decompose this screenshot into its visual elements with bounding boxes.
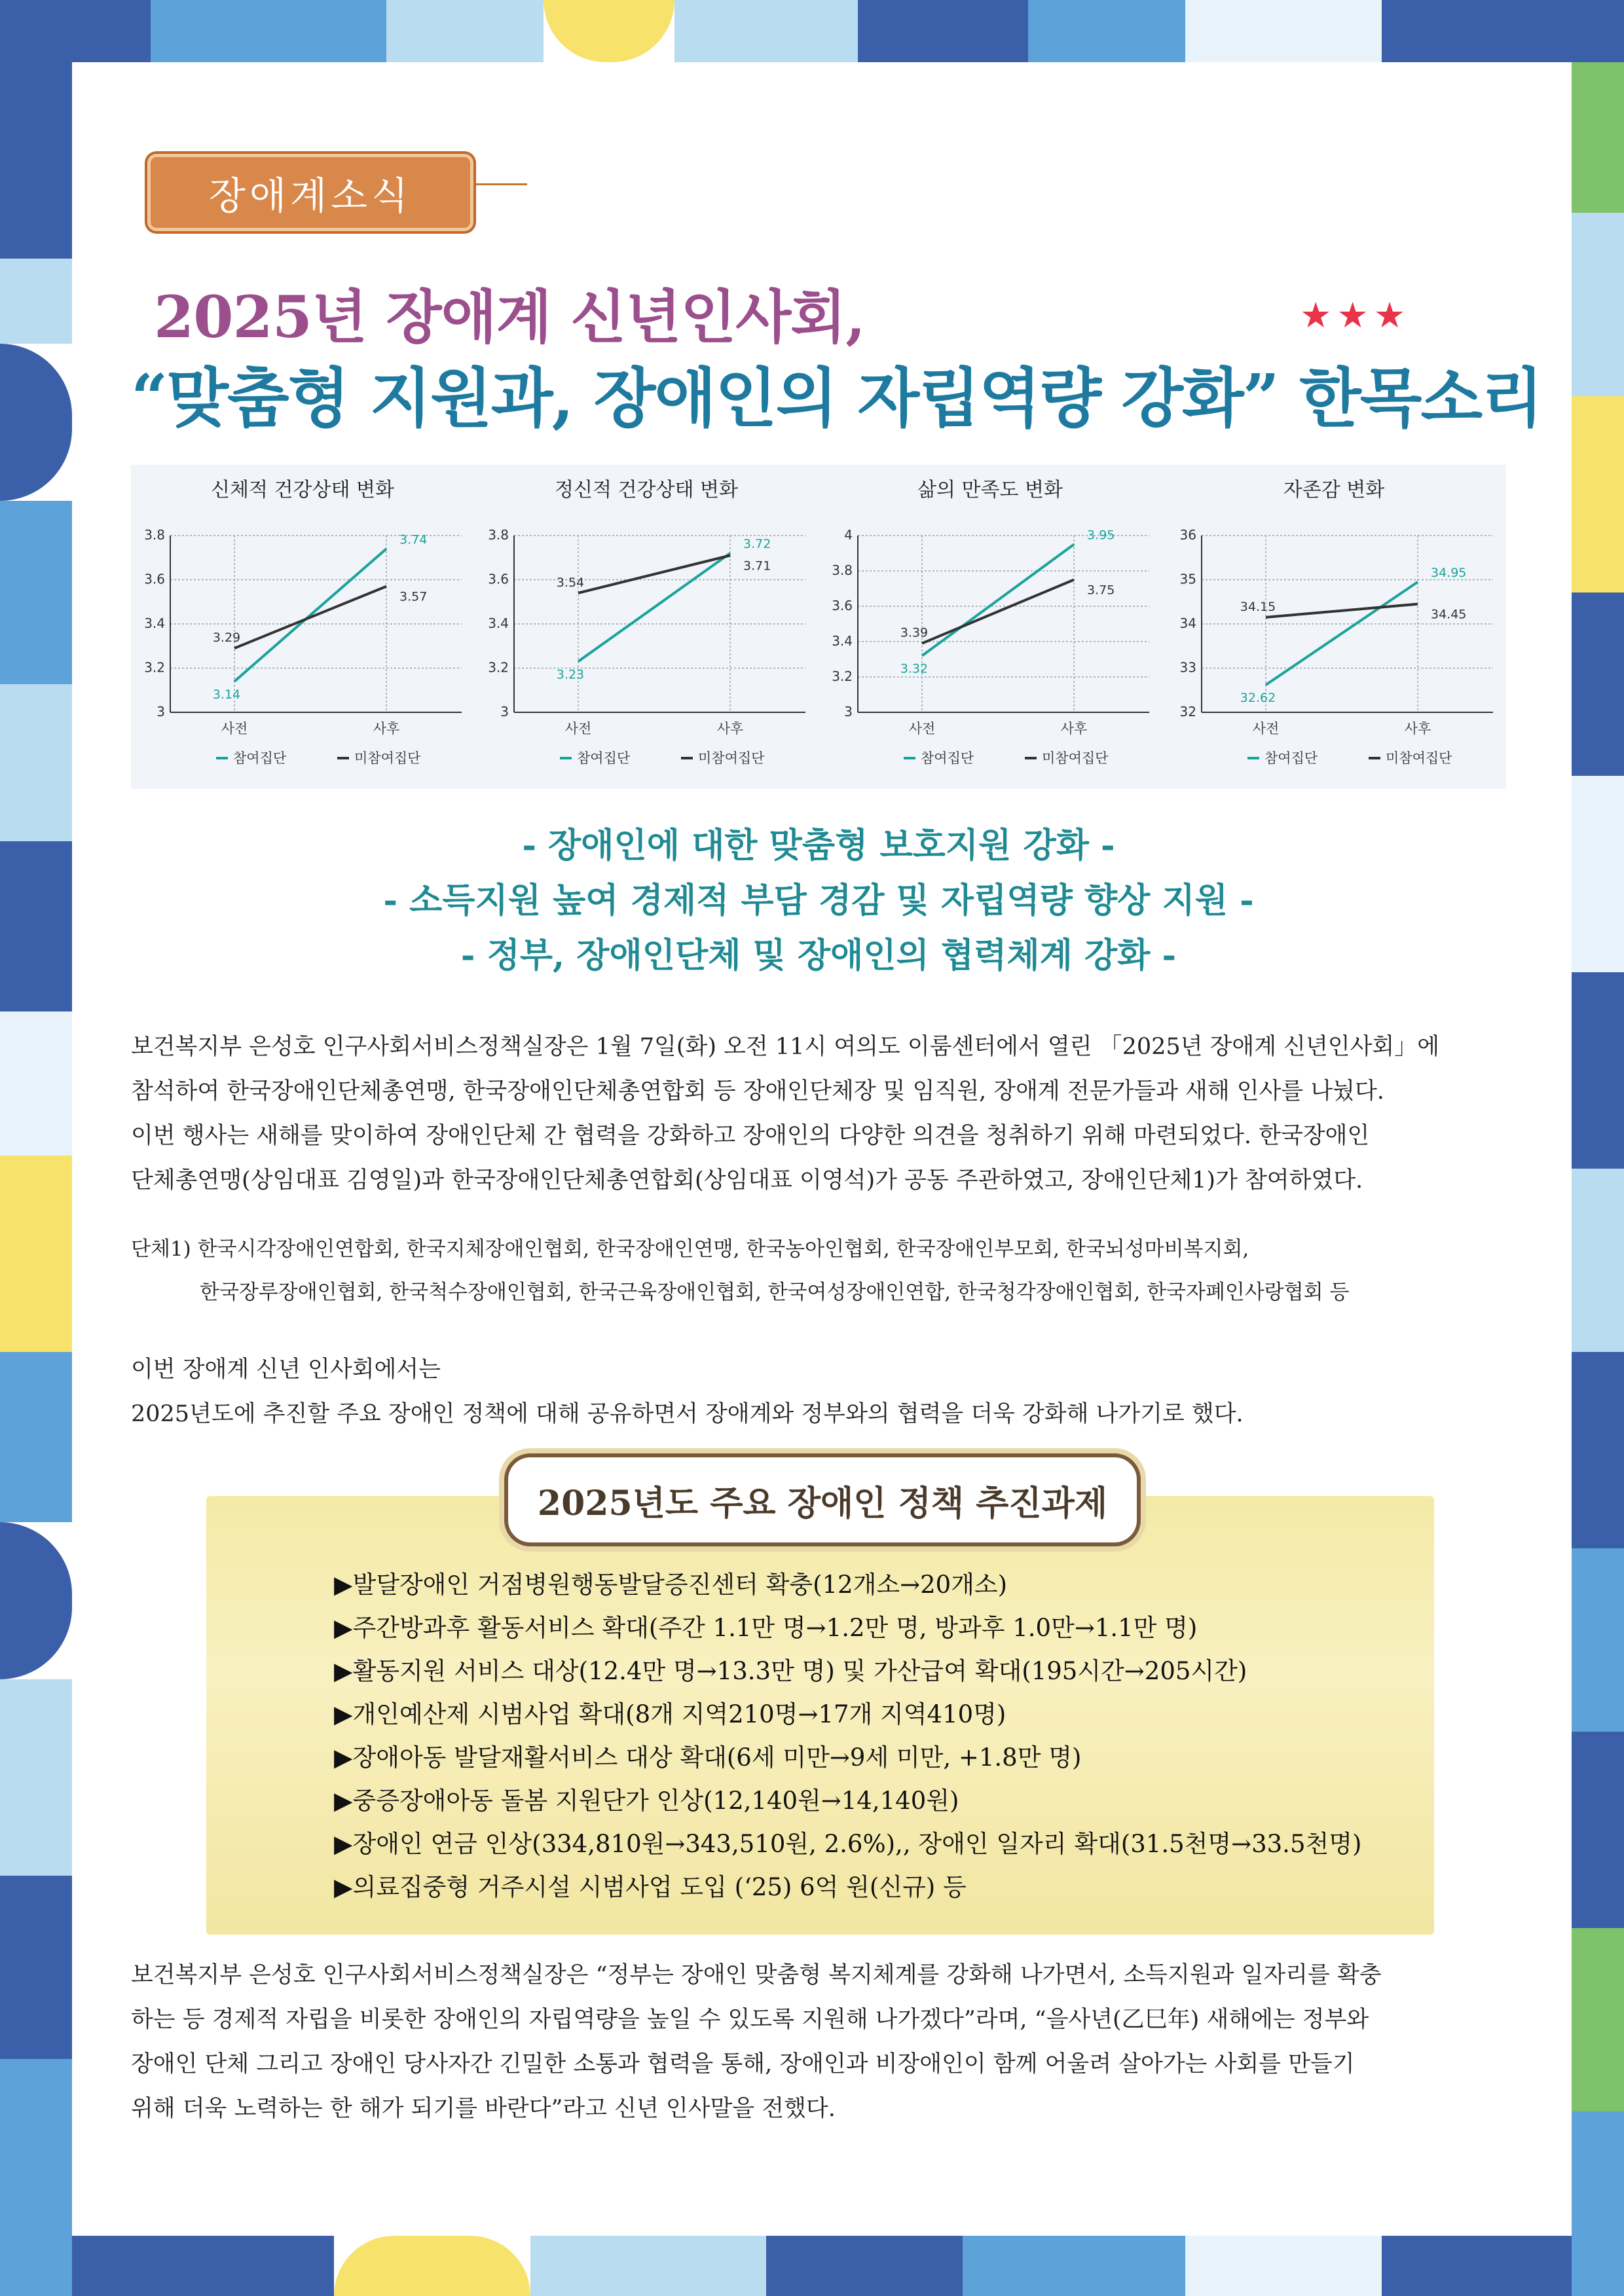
x-tick-label: 사전 — [1252, 721, 1280, 737]
y-tick-label: 3 — [157, 704, 165, 720]
x-tick-label: 사후 — [1404, 721, 1431, 737]
series-line — [234, 549, 386, 682]
mid-paragraph — [131, 1347, 1506, 1436]
y-tick-label: 3.6 — [488, 571, 509, 587]
series-line — [1266, 604, 1418, 617]
x-tick-label: 사후 — [373, 721, 400, 737]
subheading: - 소득지원 높여 경제적 부담 경감 및 자립역량 향상 지원 - — [383, 881, 1254, 920]
policy-item: ▶활동지원 서비스 대상(12.4만 명→13.3만 명) 및 가산급여 확대(195시간→205시간) — [334, 1657, 1247, 1685]
text-line: 2025년도에 추진할 주요 장애인 정책에 대해 공유하면서 장애계와 정부와의 협력을 더욱 강화해 나가기로 했다. — [131, 1401, 1244, 1427]
x-tick-label: 사후 — [1060, 721, 1088, 737]
data-label: 3.14 — [212, 687, 241, 702]
series-line — [1266, 582, 1418, 685]
series-line — [578, 553, 730, 661]
y-tick-label: 3.8 — [488, 527, 509, 543]
legend-label: 참여집단 — [921, 750, 974, 766]
y-tick-label: 3.8 — [144, 527, 165, 543]
y-tick-label: 3.4 — [144, 615, 165, 631]
title-line-2: “맞춤형 지원과, 장애인의 자립역량 강화” 한목소리 — [131, 361, 1542, 436]
stars-decoration: ★★★ — [1300, 295, 1411, 336]
footnote — [131, 1228, 1349, 1314]
y-tick-label: 3.6 — [832, 598, 853, 613]
chart-self-esteem — [1162, 465, 1506, 789]
y-tick-label: 3 — [500, 704, 509, 720]
intro-paragraph — [131, 1025, 1506, 1203]
policy-title: 2025년도 주요 장애인 정책 추진과제 — [504, 1453, 1141, 1546]
series-line — [922, 580, 1074, 644]
legend-label: 미참여집단 — [1386, 750, 1452, 766]
y-tick-label: 3.4 — [832, 633, 853, 649]
data-label: 34.95 — [1431, 565, 1467, 580]
data-label: 3.75 — [1087, 583, 1115, 598]
x-tick-label: 사전 — [564, 721, 592, 737]
chart-title: 정신적 건강상태 변화 — [555, 479, 738, 501]
y-tick-label: 34 — [1179, 615, 1196, 631]
series-line — [578, 555, 730, 592]
y-tick-label: 33 — [1179, 659, 1196, 676]
data-label: 3.72 — [743, 537, 771, 551]
y-tick-label: 3.8 — [832, 562, 853, 578]
data-label: 3.32 — [900, 661, 929, 676]
chart-life-satisfaction — [819, 465, 1162, 789]
text-line: 보건복지부 은성호 인구사회서비스정책실장은 “정부는 장애인 맞춤형 복지체계를 강화해 나가면서, 소득지원과 일자리를 확충 — [131, 1962, 1382, 1988]
chart-title: 자존감 변화 — [1283, 479, 1385, 501]
policy-item: ▶장애인 연금 인상(334,810원→343,510원, 2.6%),, 장애인 일자리 확대(31.5천명→33.5천명) — [334, 1830, 1362, 1858]
legend-label: 참여집단 — [577, 750, 631, 766]
y-tick-label: 3.2 — [488, 659, 509, 676]
chart-title: 신체적 건강상태 변화 — [211, 479, 394, 501]
series-line — [234, 587, 386, 649]
legend-label: 미참여집단 — [1042, 750, 1109, 766]
y-tick-label: 3.2 — [832, 668, 853, 684]
policy-item: ▶중증장애아동 돌봄 지원단가 인상(12,140원→14,140원) — [334, 1787, 959, 1815]
data-label: 32.62 — [1240, 691, 1276, 706]
subheading: - 장애인에 대한 맞춤형 보호지원 강화 - — [522, 826, 1115, 866]
series-line — [922, 545, 1074, 656]
text-line: 장애인 단체 그리고 장애인 당사자간 긴밀한 소통과 협력을 통해, 장애인과 비장애인이 함께 어울려 살아가는 사회를 만들기 — [131, 2051, 1355, 2077]
legend-label: 미참여집단 — [698, 750, 765, 766]
policy-item: ▶장애아동 발달재활서비스 대상 확대(6세 미만→9세 미만, +1.8만 명) — [334, 1743, 1082, 1772]
chart-mental-health — [475, 465, 819, 789]
text-line: 이번 장애계 신년 인사회에서는 — [131, 1357, 441, 1383]
charts-panel — [131, 465, 1506, 789]
text-line: 참석하여 한국장애인단체총연맹, 한국장애인단체총연합회 등 장애인단체장 및 임직원, 장애계 전문가들과 새해 인사를 나눴다. — [131, 1078, 1384, 1104]
legend-label: 미참여집단 — [354, 750, 421, 766]
y-tick-label: 3.6 — [144, 571, 165, 587]
section-label: 장애계소식 — [147, 154, 473, 231]
y-tick-label: 36 — [1179, 527, 1196, 543]
text-line: 위해 더욱 노력하는 한 해가 되기를 바란다”라고 신년 인사말을 전했다. — [131, 2096, 836, 2122]
policy-item: ▶개인예산제 시범사업 확대(8개 지역210명→17개 지역410명) — [334, 1700, 1006, 1728]
x-tick-label: 사전 — [908, 721, 936, 737]
chart-title: 삶의 만족도 변화 — [917, 479, 1063, 501]
data-label: 3.54 — [556, 575, 585, 590]
policy-item: ▶의료집중형 거주시설 시범사업 도입 (‘25) 6억 원(신규) 등 — [334, 1873, 967, 1901]
legend-label: 참여집단 — [233, 750, 287, 766]
y-tick-label: 4 — [844, 527, 853, 543]
data-label: 3.39 — [900, 625, 929, 640]
legend-label: 참여집단 — [1264, 750, 1318, 766]
data-label: 3.71 — [743, 558, 771, 574]
y-tick-label: 3.2 — [144, 659, 165, 676]
y-tick-label: 3 — [844, 704, 853, 720]
y-tick-label: 35 — [1179, 571, 1196, 587]
policy-item: ▶발달장애인 거점병원행동발달증진센터 확충(12개소→20개소) — [334, 1571, 1008, 1599]
policy-list — [334, 1563, 1361, 1909]
title-line-1: 2025년 장애계 신년인사회, — [154, 283, 865, 351]
data-label: 3.23 — [556, 667, 585, 682]
text-line: 단체총연맹(상임대표 김영일)과 한국장애인단체총연합회(상임대표 이영석)가 공동 주관하였고, 장애인단체1)가 참여하였다. — [131, 1167, 1363, 1194]
x-tick-label: 사전 — [221, 721, 248, 737]
subheadings — [131, 818, 1506, 983]
data-label: 34.15 — [1240, 599, 1276, 614]
text-line: 하는 등 경제적 자립을 비롯한 장애인의 자립역량을 높일 수 있도록 지원해 나가겠다”라며, “을사년(乙巳年) 새해에는 정부와 — [131, 2007, 1369, 2033]
y-tick-label: 3.4 — [488, 615, 509, 631]
data-label: 3.74 — [399, 532, 428, 547]
text-line: 보건복지부 은성호 인구사회서비스정책실장은 1월 7일(화) 오전 11시 여의도 이룸센터에서 열린 「2025년 장애계 신년인사회」에 — [131, 1034, 1440, 1060]
footnote-line: 한국장루장애인협회, 한국척수장애인협회, 한국근육장애인협회, 한국여성장애인연합, 한국청각장애인협회, 한국자폐인사랑협회 등 — [200, 1281, 1350, 1304]
chart-physical-health — [131, 465, 475, 789]
text-line: 이번 행사는 새해를 맞이하여 장애인단체 간 협력을 강화하고 장애인의 다양한 의견을 청취하기 위해 마련되었다. 한국장애인 — [131, 1123, 1370, 1149]
subheading: - 정부, 장애인단체 및 장애인의 협력체계 강화 - — [460, 936, 1177, 975]
data-label: 3.29 — [212, 630, 241, 646]
data-label: 34.45 — [1431, 607, 1467, 622]
y-tick-label: 32 — [1179, 704, 1196, 720]
data-label: 3.95 — [1087, 528, 1115, 543]
footnote-line: 단체1) 한국시각장애인연합회, 한국지체장애인협회, 한국장애인연맹, 한국농아인협회, 한국장애인부모회, 한국뇌성마비복지회, — [131, 1237, 1249, 1261]
data-label: 3.57 — [399, 589, 428, 604]
closing-paragraph — [131, 1953, 1506, 2131]
x-tick-label: 사후 — [716, 721, 744, 737]
policy-item: ▶주간방과후 활동서비스 확대(주간 1.1만 명→1.2만 명, 방과후 1.0만→1.1만 명) — [334, 1614, 1198, 1642]
